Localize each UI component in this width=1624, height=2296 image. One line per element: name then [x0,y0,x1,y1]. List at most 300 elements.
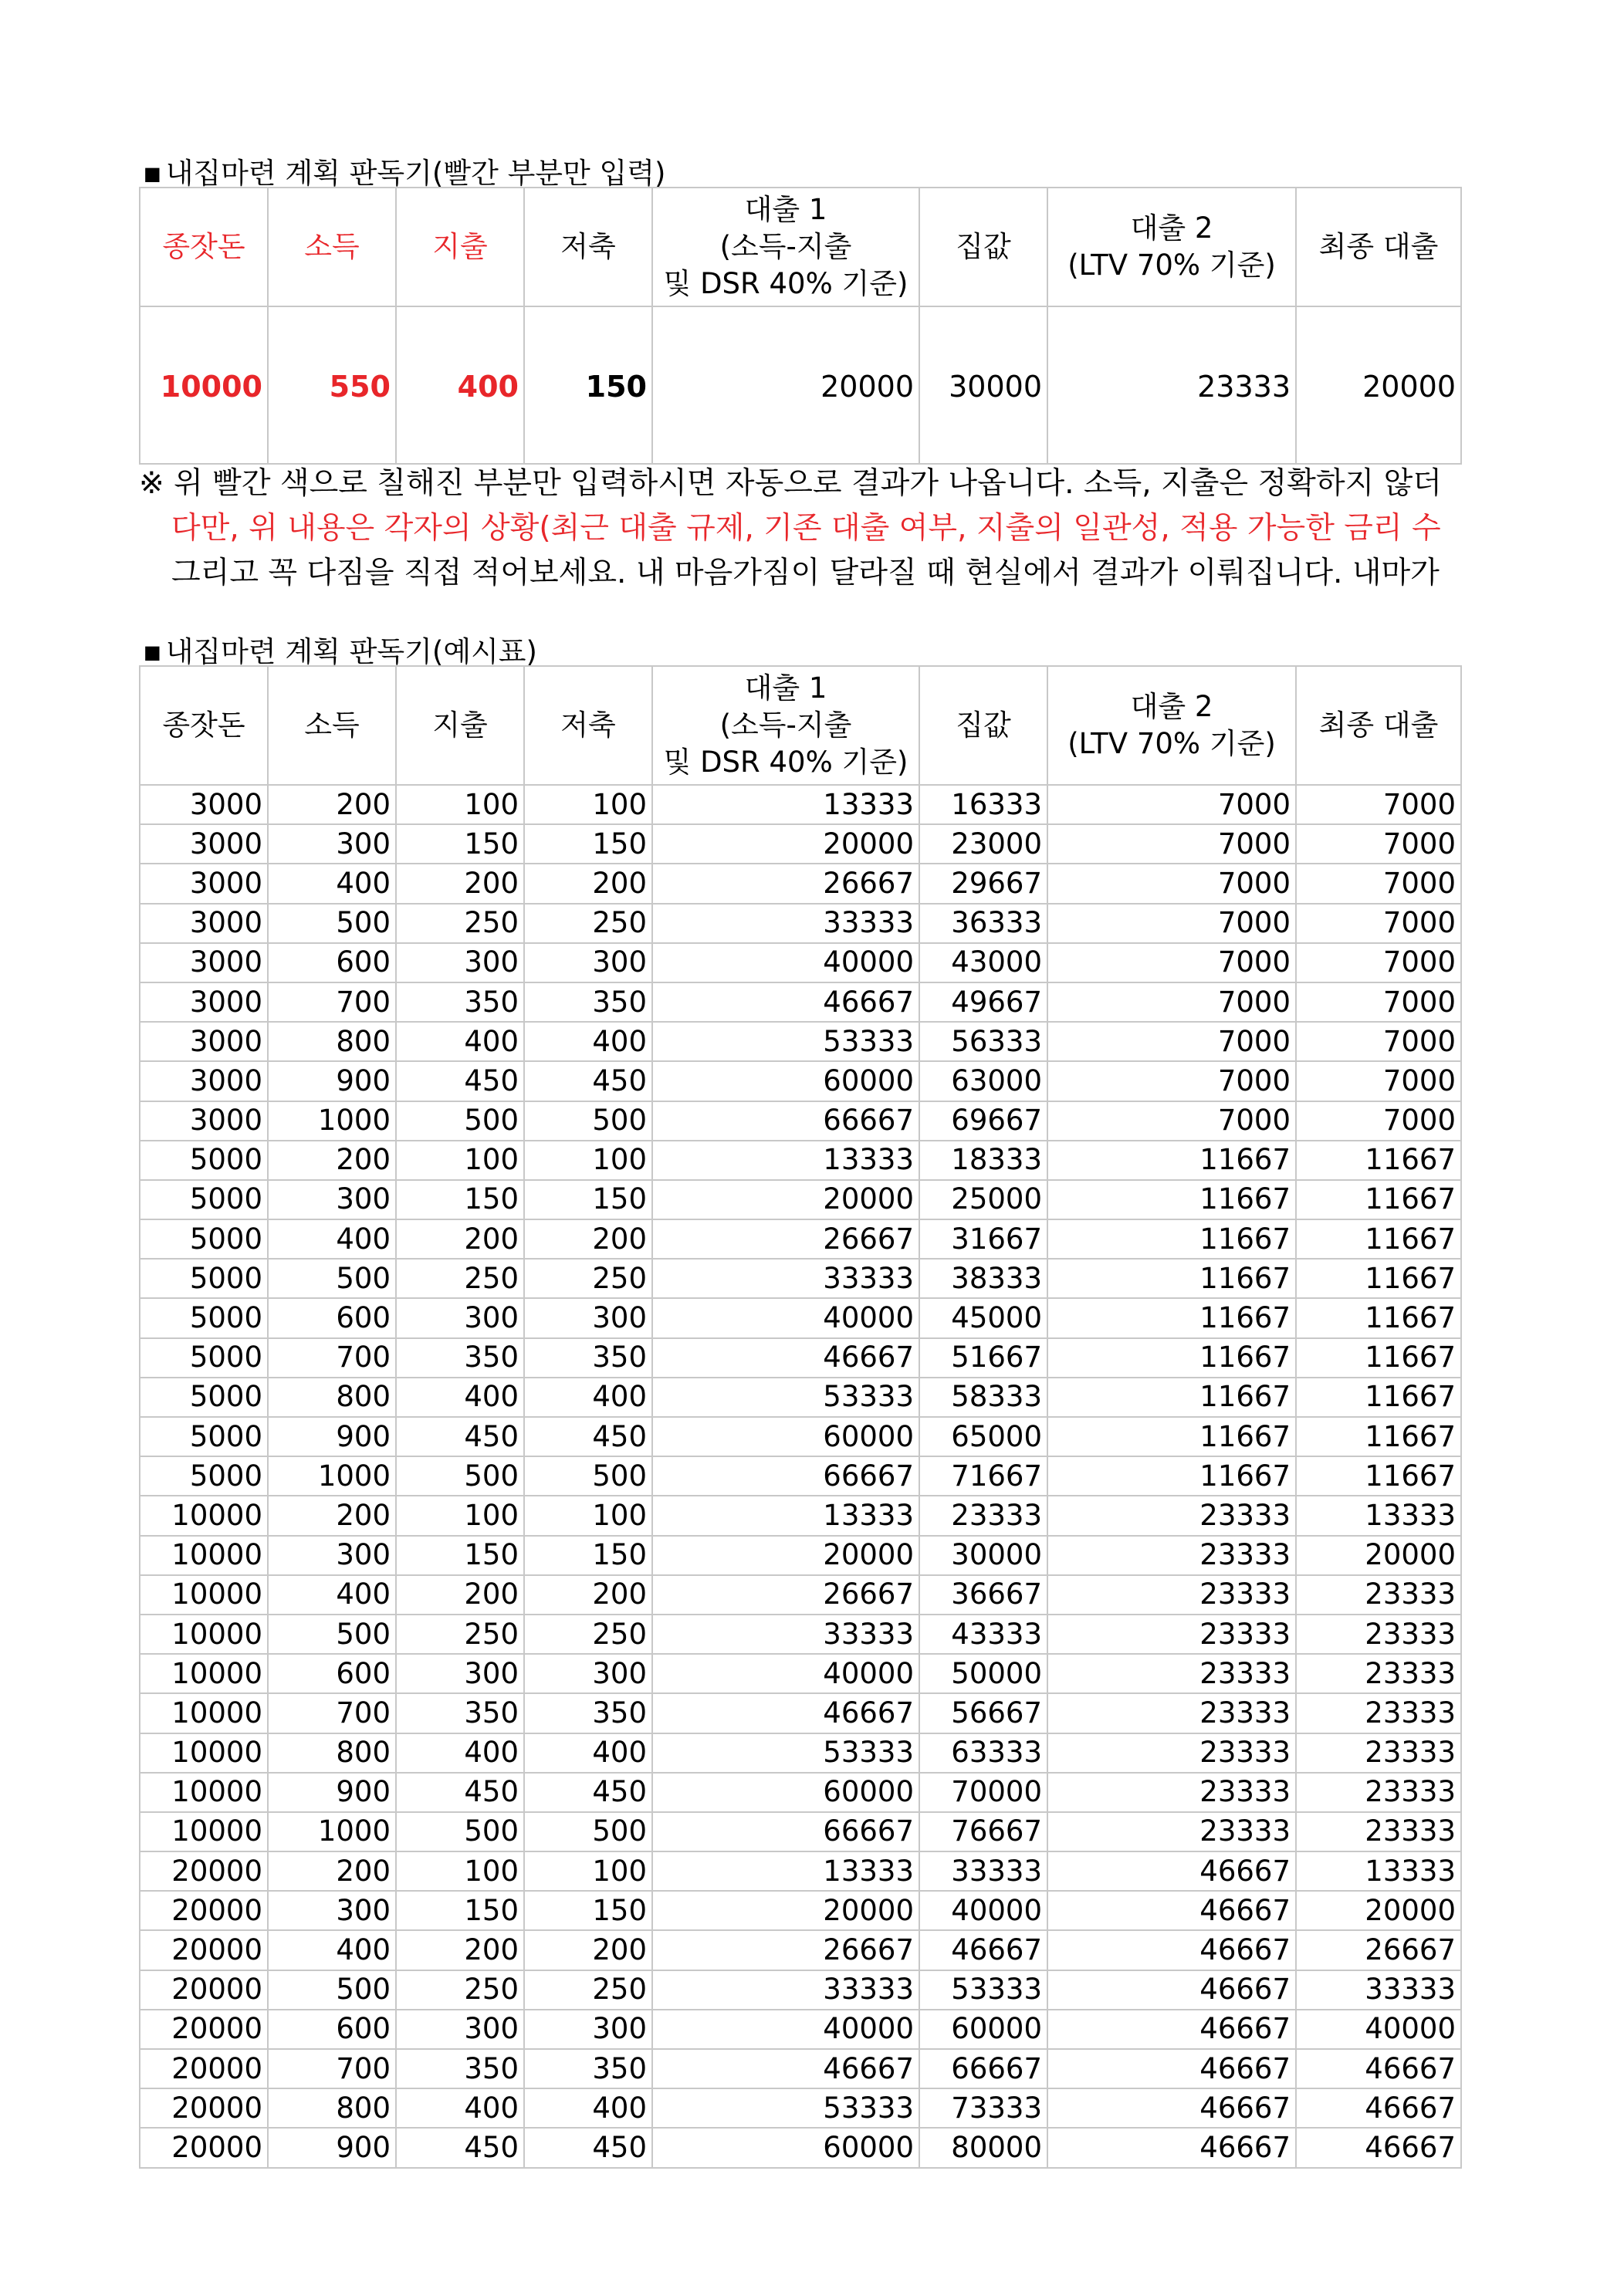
table-row [140,864,1461,903]
table-row [140,1891,1461,1930]
table-row [140,1101,1461,1141]
table-cell: 46667 [652,2049,919,2088]
table-cell: 7000 [1296,1022,1461,1061]
table-row [140,2128,1461,2167]
table-row [140,1456,1461,1496]
table-row [140,1930,1461,1970]
table-cell: 33333 [919,1851,1047,1891]
table-cell: 500 [524,1812,652,1851]
header-expense: 지출 [396,666,524,785]
table-cell: 50000 [919,1654,1047,1693]
table-cell: 10000 [140,1654,268,1693]
table-cell: 33333 [652,904,919,943]
table-cell: 450 [524,2128,652,2167]
table-cell: 46667 [652,1693,919,1733]
calc-cell-final-loan: 20000 [1296,306,1461,464]
table-cell: 3000 [140,864,268,903]
table-cell: 600 [268,1654,396,1693]
table-cell: 23333 [1047,1575,1296,1615]
table-cell: 76667 [919,1812,1047,1851]
table-cell: 20000 [1296,1536,1461,1575]
table-cell: 60000 [652,1061,919,1101]
table-cell: 40000 [1296,2010,1461,2049]
table-cell: 3000 [140,943,268,982]
table-cell: 7000 [1047,943,1296,982]
table-cell: 11667 [1047,1378,1296,1417]
table-cell: 26667 [652,1575,919,1615]
table-cell: 200 [268,1851,396,1891]
table-cell: 400 [524,2088,652,2128]
table-cell: 46667 [1047,1851,1296,1891]
table-cell: 7000 [1047,904,1296,943]
table-cell: 26667 [652,864,919,903]
table-cell: 66667 [652,1812,919,1851]
table-cell: 43000 [919,943,1047,982]
table-cell: 250 [524,904,652,943]
table-cell: 600 [268,1298,396,1337]
table-row [140,1180,1461,1219]
table-cell: 400 [396,1022,524,1061]
table-cell: 3000 [140,904,268,943]
square-bullet-icon: ■ [144,163,161,184]
table-cell: 46667 [1047,2049,1296,2088]
table-cell: 150 [524,824,652,864]
table-cell: 350 [524,982,652,1022]
table-cell: 20000 [140,1891,268,1930]
table-row [140,1378,1461,1417]
table-cell: 100 [396,785,524,824]
table-cell: 16333 [919,785,1047,824]
table-cell: 7000 [1296,785,1461,824]
table-row [140,1575,1461,1615]
table-cell: 250 [396,1970,524,2010]
table-cell: 3000 [140,1101,268,1141]
table-cell: 60000 [919,2010,1047,2049]
table-cell: 150 [524,1536,652,1575]
table-cell: 900 [268,1773,396,1812]
table-cell: 500 [396,1456,524,1496]
table-row [140,1970,1461,2010]
table-cell: 100 [524,1851,652,1891]
table-cell: 36667 [919,1575,1047,1615]
calc-cell-house-price: 30000 [919,306,1047,464]
table-row [140,2010,1461,2049]
table-cell: 3000 [140,982,268,1022]
table-cell: 100 [524,1496,652,1535]
table-cell: 300 [268,1891,396,1930]
table-cell: 500 [268,904,396,943]
table-cell: 18333 [919,1141,1047,1180]
table-cell: 7000 [1296,982,1461,1022]
table-cell: 23333 [1296,1733,1461,1773]
table-cell: 70000 [919,1773,1047,1812]
table-cell: 23333 [1296,1812,1461,1851]
table-cell: 23333 [1047,1615,1296,1654]
table-cell: 150 [396,1536,524,1575]
table-cell: 500 [268,1259,396,1298]
table-cell: 71667 [919,1456,1047,1496]
table-cell: 450 [524,1773,652,1812]
table-cell: 800 [268,1378,396,1417]
table-cell: 11667 [1047,1456,1296,1496]
table-cell: 700 [268,1338,396,1378]
table-cell: 10000 [140,1575,268,1615]
table-cell: 300 [268,1536,396,1575]
calculator-row [140,306,1461,464]
table-cell: 60000 [652,2128,919,2167]
table-cell: 300 [268,824,396,864]
square-bullet-icon: ■ [144,641,161,663]
table-cell: 350 [396,1338,524,1378]
table-cell: 400 [268,864,396,903]
table-cell: 20000 [140,1851,268,1891]
table-cell: 23333 [1047,1812,1296,1851]
table-cell: 600 [268,943,396,982]
table-cell: 150 [524,1891,652,1930]
table-cell: 700 [268,982,396,1022]
table-cell: 300 [524,1298,652,1337]
table-cell: 11667 [1047,1219,1296,1259]
table-cell: 20000 [140,2010,268,2049]
table-cell: 400 [396,2088,524,2128]
table-cell: 100 [396,1496,524,1535]
table-cell: 3000 [140,1061,268,1101]
table-cell: 46667 [652,1338,919,1378]
table-cell: 23333 [1047,1773,1296,1812]
table-cell: 200 [268,1141,396,1180]
table-cell: 200 [396,1219,524,1259]
table-cell: 300 [268,1180,396,1219]
table-row [140,1061,1461,1101]
table-cell: 38333 [919,1259,1047,1298]
table-row [140,2049,1461,2088]
table-row [140,904,1461,943]
note-line-2: 다만, 위 내용은 각자의 상황(최근 대출 규제, 기존 대출 여부, 지출의 일관성, 적용 가능한 금리 수 [171,511,1441,546]
table-cell: 700 [268,2049,396,2088]
note-line-3: 그리고 꼭 다짐을 직접 적어보세요. 내 마음가짐이 달라질 때 현실에서 결과가 이뤄집니다. 내마가 [171,556,1440,590]
header-house-price: 집값 [919,666,1047,785]
table-row [140,1654,1461,1693]
table-cell: 450 [396,1061,524,1101]
table-row [140,1693,1461,1733]
table-cell: 23333 [1047,1693,1296,1733]
table-cell: 53333 [652,2088,919,2128]
table-cell: 33333 [652,1615,919,1654]
table-cell: 30000 [919,1536,1047,1575]
table-cell: 350 [524,1338,652,1378]
table-cell: 11667 [1296,1259,1461,1298]
table-cell: 20000 [652,824,919,864]
table-cell: 46667 [1047,1970,1296,2010]
table-cell: 200 [396,1575,524,1615]
table-cell: 40000 [652,1298,919,1337]
table-cell: 20000 [140,2128,268,2167]
table-cell: 11667 [1296,1417,1461,1456]
table-cell: 300 [396,2010,524,2049]
table-row [140,1298,1461,1337]
table-cell: 11667 [1047,1417,1296,1456]
table-cell: 11667 [1047,1338,1296,1378]
table-cell: 450 [524,1417,652,1456]
table-cell: 40000 [652,2010,919,2049]
table-row [140,1259,1461,1298]
table-cell: 20000 [140,2049,268,2088]
table-cell: 500 [524,1456,652,1496]
table-row [140,1812,1461,1851]
table-cell: 250 [396,1259,524,1298]
table-cell: 3000 [140,785,268,824]
table-cell: 350 [524,2049,652,2088]
table-cell: 13333 [1296,1496,1461,1535]
table-cell: 7000 [1296,864,1461,903]
table-cell: 250 [396,904,524,943]
table-cell: 350 [396,1693,524,1733]
table-row [140,1417,1461,1456]
table-row [140,1733,1461,1773]
header-expense: 지출 [396,188,524,306]
table-row [140,1219,1461,1259]
table-cell: 46667 [1047,2010,1296,2049]
table-cell: 60000 [652,1773,919,1812]
table-cell: 150 [396,1891,524,1930]
table-cell: 5000 [140,1298,268,1337]
table-cell: 46667 [1296,2049,1461,2088]
table-cell: 26667 [652,1930,919,1970]
header-seed-money: 종잣돈 [140,666,268,785]
table-cell: 5000 [140,1378,268,1417]
table-cell: 33333 [652,1259,919,1298]
table-cell: 45000 [919,1298,1047,1337]
table-cell: 400 [524,1378,652,1417]
table-cell: 13333 [652,1141,919,1180]
table-cell: 11667 [1296,1378,1461,1417]
table-cell: 20000 [140,1970,268,2010]
table-cell: 46667 [1047,1891,1296,1930]
table-cell: 43333 [919,1615,1047,1654]
table-cell: 200 [524,864,652,903]
table-cell: 1000 [268,1101,396,1141]
table-cell: 63000 [919,1061,1047,1101]
table-cell: 46667 [1296,2128,1461,2167]
table-cell: 53333 [652,1022,919,1061]
header-income: 소득 [268,666,396,785]
table-cell: 7000 [1047,982,1296,1022]
table-cell: 800 [268,1733,396,1773]
table-cell: 60000 [652,1417,919,1456]
header-loan-1: 대출 1 (소득-지출 및 DSR 40% 기준) [652,666,919,785]
calc-cell-income[interactable]: 550 [268,306,396,464]
table-cell: 400 [268,1219,396,1259]
table-cell: 200 [524,1219,652,1259]
table-cell: 500 [268,1615,396,1654]
table-cell: 20000 [1296,1891,1461,1930]
table-cell: 20000 [140,1930,268,1970]
header-savings: 저축 [524,666,652,785]
table-cell: 100 [396,1141,524,1180]
table-cell: 150 [396,824,524,864]
table-cell: 7000 [1047,1061,1296,1101]
table-cell: 11667 [1296,1180,1461,1219]
table-cell: 10000 [140,1693,268,1733]
table-cell: 450 [524,1061,652,1101]
table-cell: 400 [268,1575,396,1615]
table-cell: 800 [268,2088,396,2128]
table-cell: 23333 [1047,1536,1296,1575]
table-cell: 10000 [140,1773,268,1812]
table-cell: 53333 [919,1970,1047,2010]
table-cell: 40000 [652,1654,919,1693]
table-cell: 900 [268,1061,396,1101]
table-cell: 29667 [919,864,1047,903]
table-cell: 46667 [1047,2088,1296,2128]
table-cell: 5000 [140,1180,268,1219]
table-cell: 23333 [1047,1733,1296,1773]
table-cell: 11667 [1296,1456,1461,1496]
table-cell: 11667 [1296,1219,1461,1259]
table-cell: 13333 [652,1851,919,1891]
table-cell: 350 [396,982,524,1022]
table-cell: 7000 [1047,1022,1296,1061]
header-final-loan: 최종 대출 [1296,666,1461,785]
table-cell: 46667 [1296,2088,1461,2128]
table-row [140,1141,1461,1180]
table-cell: 100 [524,1141,652,1180]
table-cell: 10000 [140,1812,268,1851]
table-cell: 66667 [652,1456,919,1496]
table-cell: 10000 [140,1615,268,1654]
table-cell: 600 [268,2010,396,2049]
table-cell: 7000 [1296,824,1461,864]
table-cell: 900 [268,2128,396,2167]
table-cell: 350 [524,1693,652,1733]
table-cell: 1000 [268,1456,396,1496]
calc-cell-loan-1: 20000 [652,306,919,464]
table-cell: 450 [396,2128,524,2167]
table-cell: 40000 [652,943,919,982]
table-row [140,824,1461,864]
table-cell: 700 [268,1693,396,1733]
table-cell: 11667 [1296,1338,1461,1378]
table-cell: 7000 [1296,904,1461,943]
table-cell: 3000 [140,824,268,864]
header-final-loan: 최종 대출 [1296,188,1461,306]
table-cell: 350 [396,2049,524,2088]
table-cell: 65000 [919,1417,1047,1456]
table-cell: 13333 [652,1496,919,1535]
calc-cell-seed-money[interactable]: 10000 [140,306,268,464]
note-line-1: ※ 위 빨간 색으로 칠해진 부분만 입력하시면 자동으로 결과가 나옵니다. 소득, 지출은 정확하지 않더 [139,466,1442,501]
table-cell: 3000 [140,1022,268,1061]
table-cell: 450 [396,1417,524,1456]
example-title: ■ 내집마련 계획 판독기(예시표) [144,635,537,668]
table-cell: 26667 [652,1219,919,1259]
table-row [140,1536,1461,1575]
table-cell: 49667 [919,982,1047,1022]
header-loan-2: 대출 2 (LTV 70% 기준) [1047,188,1296,306]
table-cell: 200 [268,1496,396,1535]
table-cell: 150 [524,1180,652,1219]
table-cell: 150 [396,1180,524,1219]
table-cell: 10000 [140,1733,268,1773]
table-cell: 13333 [1296,1851,1461,1891]
table-cell: 400 [524,1733,652,1773]
table-cell: 100 [396,1851,524,1891]
table-cell: 26667 [1296,1930,1461,1970]
table-cell: 10000 [140,1496,268,1535]
table-cell: 11667 [1047,1259,1296,1298]
table-row [140,1496,1461,1535]
table-cell: 7000 [1296,1101,1461,1141]
table-row [140,982,1461,1022]
table-cell: 300 [396,943,524,982]
table-cell: 500 [396,1812,524,1851]
table-row [140,785,1461,824]
calc-cell-expense[interactable]: 400 [396,306,524,464]
table-cell: 5000 [140,1141,268,1180]
table-cell: 5000 [140,1417,268,1456]
table-cell: 23000 [919,824,1047,864]
table-cell: 23333 [1296,1654,1461,1693]
table-cell: 46667 [1047,2128,1296,2167]
table-cell: 31667 [919,1219,1047,1259]
table-cell: 300 [524,943,652,982]
calculator-title: ■ 내집마련 계획 판독기(빨간 부분만 입력) [144,157,666,190]
table-cell: 200 [268,785,396,824]
table-cell: 400 [396,1733,524,1773]
table-cell: 36333 [919,904,1047,943]
table-cell: 400 [396,1378,524,1417]
table-cell: 300 [524,1654,652,1693]
table-cell: 300 [396,1654,524,1693]
header-income: 소득 [268,188,396,306]
calc-cell-loan-2: 23333 [1047,306,1296,464]
table-cell: 40000 [919,1891,1047,1930]
table-cell: 200 [396,864,524,903]
table-row [140,943,1461,982]
table-cell: 33333 [652,1970,919,2010]
calculator-table [139,187,1462,465]
table-cell: 11667 [1047,1141,1296,1180]
table-cell: 63333 [919,1733,1047,1773]
table-cell: 11667 [1047,1180,1296,1219]
table-cell: 53333 [652,1378,919,1417]
table-cell: 33333 [1296,1970,1461,2010]
table-cell: 7000 [1047,785,1296,824]
table-cell: 58333 [919,1378,1047,1417]
table-cell: 46667 [1047,1930,1296,1970]
table-cell: 250 [524,1970,652,2010]
table-cell: 20000 [652,1536,919,1575]
table-cell: 250 [524,1615,652,1654]
notes [139,462,1460,596]
table-cell: 7000 [1047,1101,1296,1141]
table-cell: 200 [524,1575,652,1615]
table-cell: 73333 [919,2088,1047,2128]
table-cell: 900 [268,1417,396,1456]
table-cell: 450 [396,1773,524,1812]
table-cell: 25000 [919,1180,1047,1219]
table-cell: 500 [268,1970,396,2010]
table-cell: 46667 [652,982,919,1022]
table-cell: 1000 [268,1812,396,1851]
table-cell: 500 [396,1101,524,1141]
table-cell: 23333 [1047,1496,1296,1535]
table-cell: 51667 [919,1338,1047,1378]
table-cell: 300 [396,1298,524,1337]
header-savings: 저축 [524,188,652,306]
table-cell: 10000 [140,1536,268,1575]
table-cell: 11667 [1296,1298,1461,1337]
